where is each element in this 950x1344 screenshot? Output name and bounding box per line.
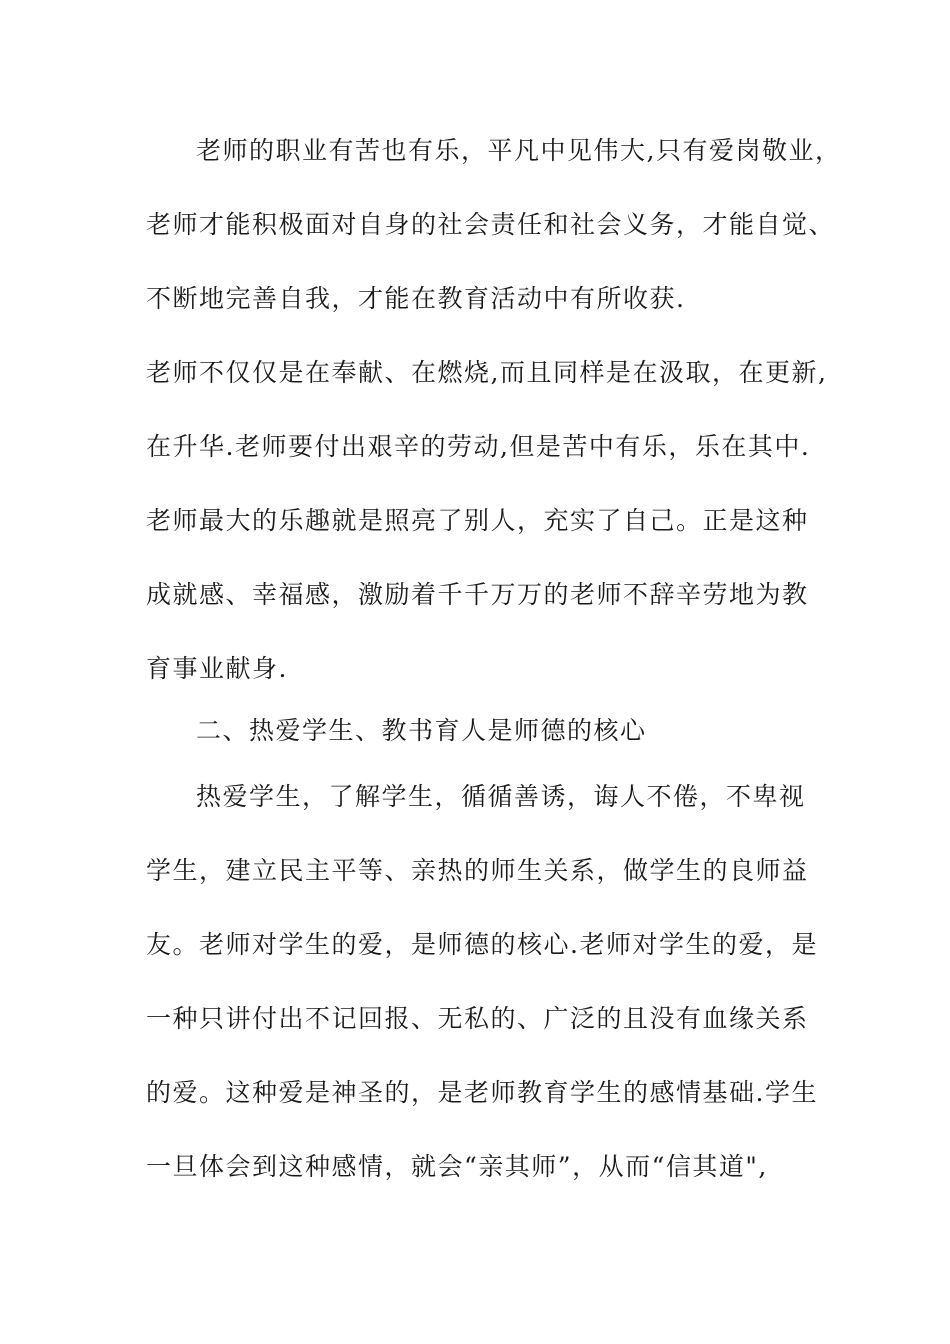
paragraph-line: 一旦体会到这种感情，就会“亲其师”，从而“信其道", [146,1152,768,1181]
paragraph-line: 成就感、幸福感，激励着千千万万的老师不辞辛劳地为教 [146,580,809,609]
paragraph-line: 老师才能积极面对自身的社会责任和社会义务，才能自觉、 [146,210,836,239]
paragraph-line: 的爱。这种爱是神圣的，是老师教育学生的感情基础.学生 [146,1078,818,1107]
paragraph-line: 在升华.老师要付出艰辛的劳动,但是苦中有乐，乐在其中. [146,432,811,461]
paragraph-line: 热爱学生，了解学生，循循善诱，诲人不倦，不卑视 [196,782,806,811]
paragraph-line: 老师不仅仅是在奉献、在燃烧,而且同样是在汲取，在更新, [146,358,828,387]
paragraph-line: 育事业献身. [146,654,288,683]
paragraph-line: 一种只讲付出不记回报、无私的、广泛的且没有血缘关系 [146,1004,809,1033]
paragraph-line: 老师最大的乐趣就是照亮了别人，充实了自己。正是这种 [146,506,809,535]
section-heading: 二、热爱学生、教书育人是师德的核心 [196,716,647,745]
paragraph-line: 不断地完善自我，才能在教育活动中有所收获. [146,284,686,313]
paragraph-line: 学生，建立民主平等、亲热的师生关系，做学生的良师益 [146,856,809,885]
paragraph-line: 老师的职业有苦也有乐，平凡中见伟大,只有爱岗敬业， [196,136,842,165]
paragraph-line: 友。老师对学生的爱，是师德的核心.老师对学生的爱，是 [146,930,818,959]
